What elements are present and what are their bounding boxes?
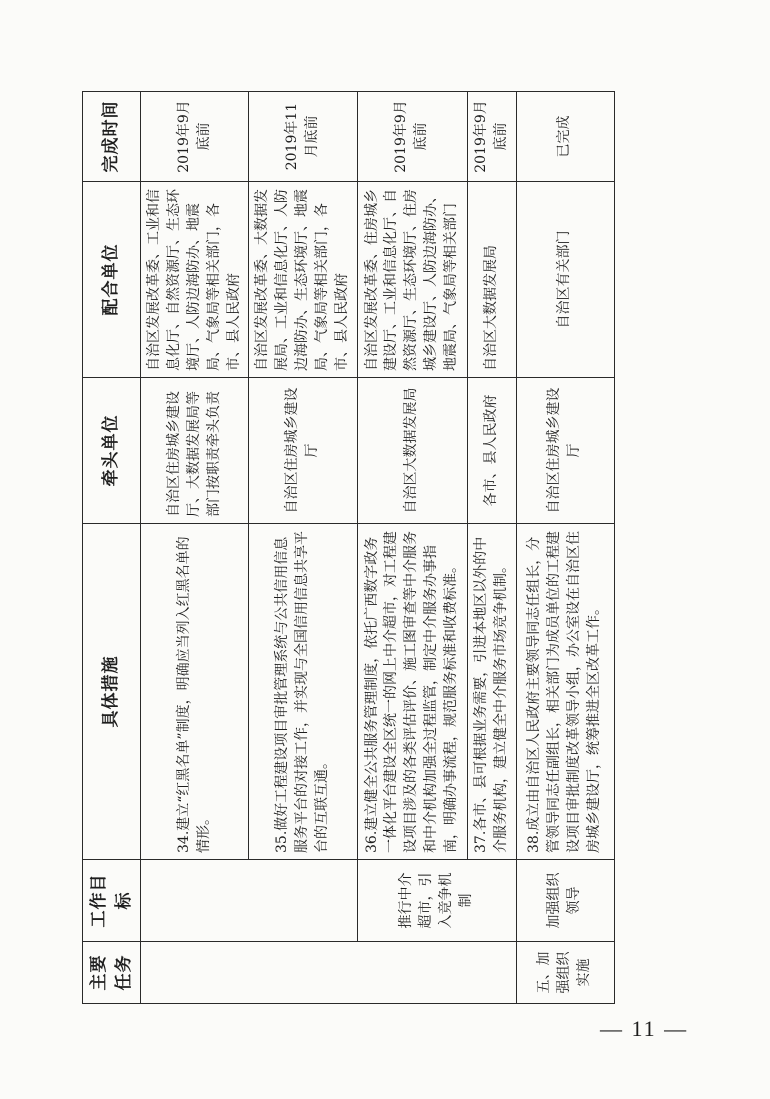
- deadline-cell: 2019年9月底前: [141, 92, 249, 182]
- goal-cell: 推行中介超市，引入竞争机制: [357, 860, 516, 942]
- lead-cell: 自治区住房城乡建设厅: [249, 378, 357, 524]
- measure-cell: 36.建立健全公共服务管理制度，依托广西数字政务一体化平台建设全区统一的网上中介超市，对工程建设项目涉及的各类评估评价、施工图审查等中介服务和中介机构加强全过程监管，制定中介服务办事指南，明确办事流程，规范服务标准和收费标准。: [357, 524, 467, 860]
- header-deadline: 完成时间: [83, 92, 141, 182]
- lead-cell: 自治区大数据发展局: [357, 378, 467, 524]
- deadline-cell: 2019年11月底前: [249, 92, 357, 182]
- header-task: 主要任务: [83, 942, 141, 1004]
- task-cell-empty: [141, 942, 517, 1004]
- assist-cell: 自治区大数据发展局: [467, 182, 516, 378]
- table-header-row: [83, 92, 141, 1004]
- deadline-cell: 2019年9月底前: [357, 92, 467, 182]
- page-number: — 11 —: [600, 1016, 689, 1041]
- measure-cell: 34.建立“红黑名单”制度，明确应当列入红黑名单的情形。: [141, 524, 249, 860]
- deadline-cell: 已完成: [516, 92, 614, 182]
- assist-cell: 自治区发展改革委、住房城乡建设厅、工业和信息化厅、自然资源厅、生态环境厅、住房城乡建设厅、人防边海防办、地震局、气象局等相关部门: [357, 182, 467, 378]
- header-assist: 配合单位: [83, 182, 141, 378]
- deadline-cell: 2019年9月底前: [467, 92, 516, 182]
- assist-cell: 自治区发展改革委、大数据发展局、工业和信息化厅、人防边海防办、生态环境厅、地震局、气象局等相关部门，各市、县人民政府: [249, 182, 357, 378]
- table-row: [516, 92, 614, 1004]
- measure-cell: 38.成立由自治区人民政府主要领导同志任组长，分管领导同志任副组长，相关部门为成员单位的工程建设项目审批制度改革领导小组，办公室设在自治区住房城乡建设厅，统筹推进全区改革工作。: [516, 524, 614, 860]
- lead-cell: 自治区住房城乡建设厅、大数据发展局等部门按职责牵头负责: [141, 378, 249, 524]
- goal-cell-empty: [141, 860, 358, 942]
- task-cell: 五、加强组织实施: [516, 942, 614, 1004]
- assist-cell: 自治区发展改革委、工业和信息化厅、自然资源厅、生态环境厅、人防边海防办、地震局、气象局等相关部门，各市、县人民政府: [141, 182, 249, 378]
- lead-cell: 自治区住房城乡建设厅: [516, 378, 614, 524]
- header-goal: 工作目标: [83, 860, 141, 942]
- measures-table: [82, 91, 615, 1004]
- rotated-table-wrapper: [82, 92, 602, 1004]
- table-row: [357, 92, 467, 1004]
- assist-cell: 自治区有关部门: [516, 182, 614, 378]
- measure-cell: 37.各市、县可根据业务需要，引进本地区以外的中介服务机构，建立健全中介服务市场竞争机制。: [467, 524, 516, 860]
- header-lead: 牵头单位: [83, 378, 141, 524]
- table-row: [141, 92, 249, 1004]
- lead-cell: 各市、县人民政府: [467, 378, 516, 524]
- measure-cell: 35.做好工程建设项目审批管理系统与公共信用信息服务平台的对接工作，并实现与全国信用信息共享平台的互联互通。: [249, 524, 357, 860]
- header-measure: 具体措施: [83, 524, 141, 860]
- goal-cell: 加强组织领导: [516, 860, 614, 942]
